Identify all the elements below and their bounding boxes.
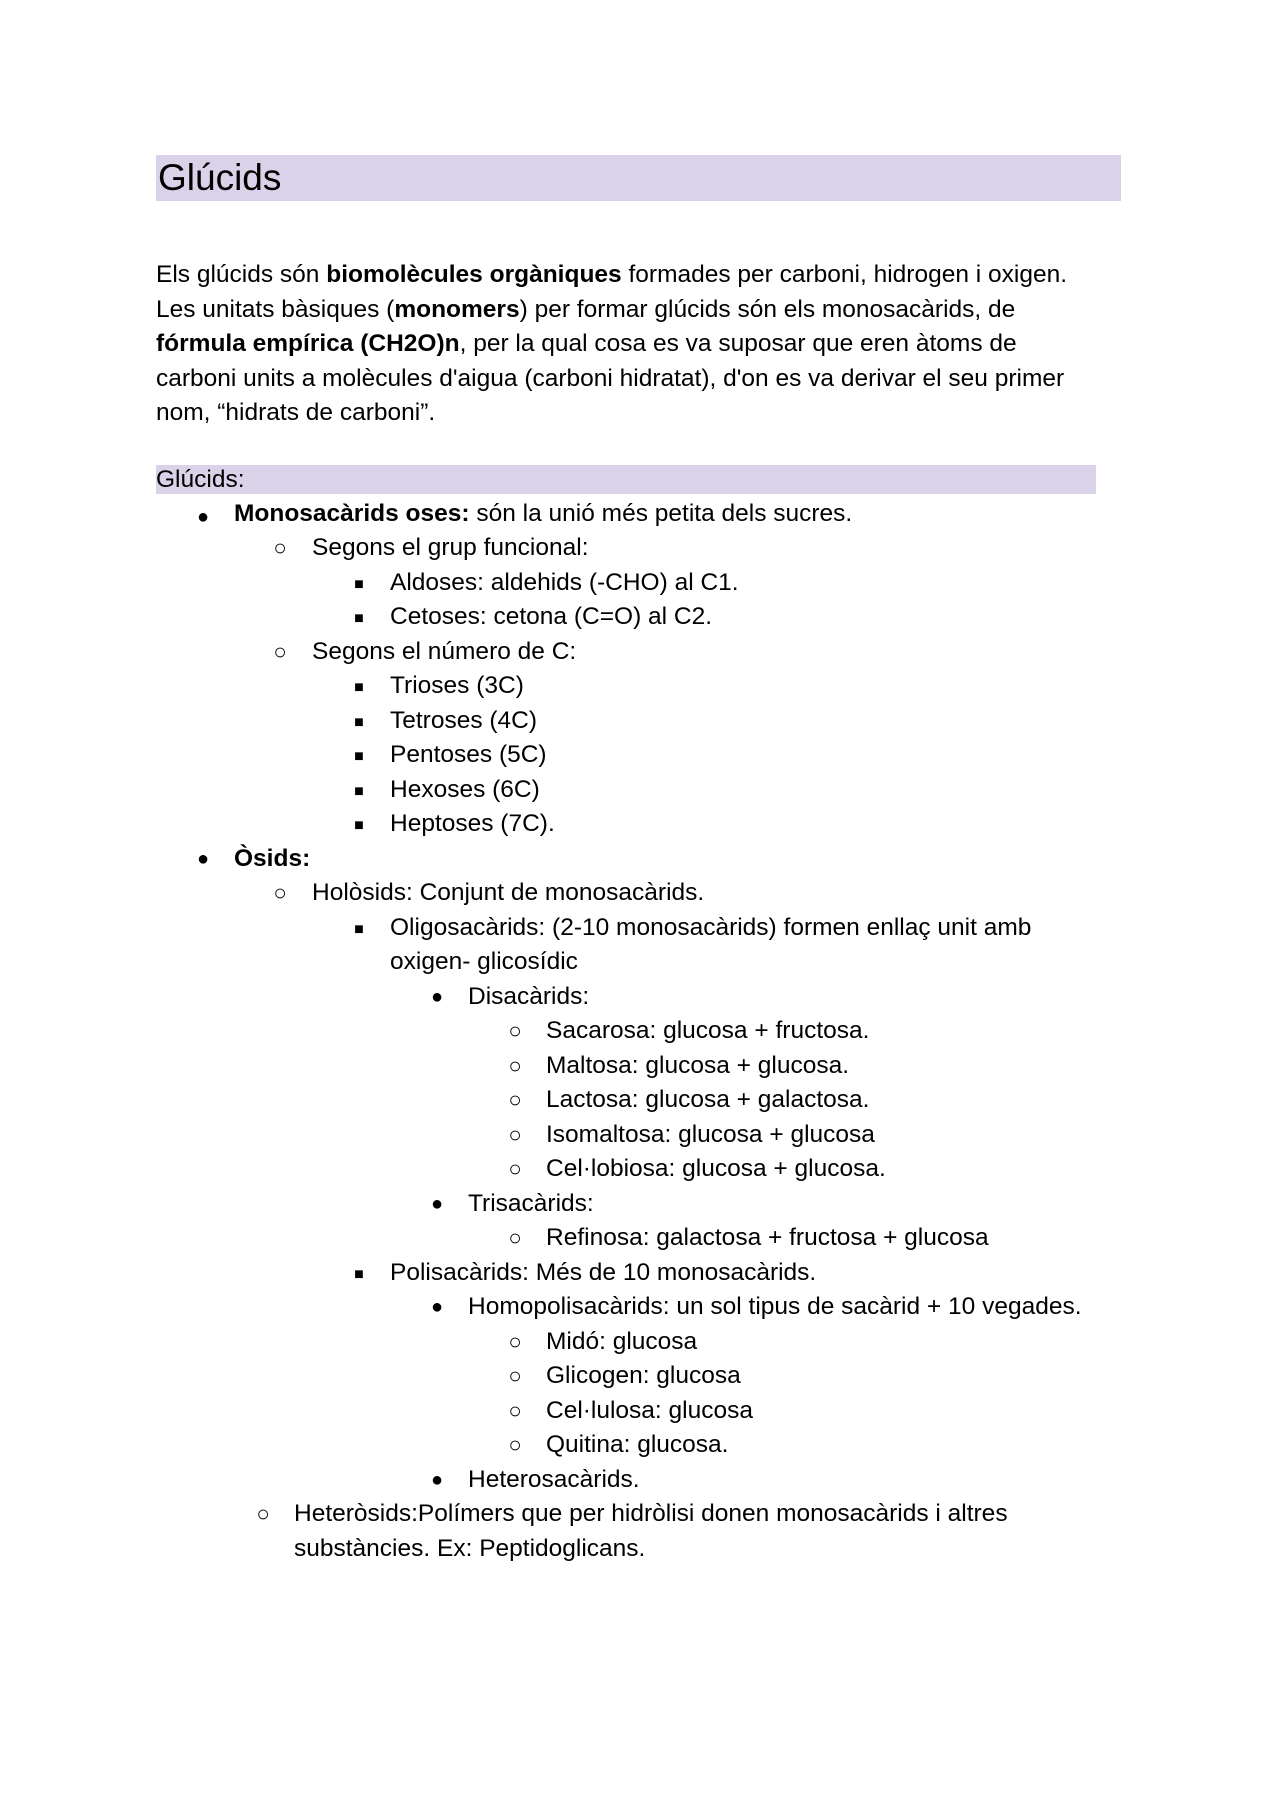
bullet-disc-icon xyxy=(422,980,452,1015)
list-item-oligosacarids: Oligosacàrids: (2-10 monosacàrids) formen enllaç unit amb xyxy=(390,914,1032,941)
bullet-circle-icon xyxy=(500,1014,530,1050)
list-item-monosacarids: Monosacàrids oses: són la unió més petita dels sucres. xyxy=(234,500,853,527)
list-item-hexoses: Hexoses (6C) xyxy=(390,776,540,803)
list-item-sacarosa: Sacarosa: glucosa + fructosa. xyxy=(546,1017,870,1044)
list-item-heterosids-cont: substàncies. Ex: Peptidoglicans. xyxy=(294,1535,646,1562)
list-item-aldoses: Aldoses: aldehids (-CHO) al C1. xyxy=(390,569,739,596)
bullet-circle-icon xyxy=(500,1221,530,1257)
list-item-holosids: Holòsids: Conjunt de monosacàrids. xyxy=(312,879,705,906)
bullet-circle-icon xyxy=(265,876,295,912)
bullet-square-icon xyxy=(344,911,374,948)
list-item-disacarids: Disacàrids: xyxy=(468,983,590,1010)
bullet-circle-icon xyxy=(500,1152,530,1188)
list-item-heterosids: Heteròsids:Polímers que per hidròlisi donen monosacàrids i altres xyxy=(294,1500,1008,1527)
list-item-isomaltosa: Isomaltosa: glucosa + glucosa xyxy=(546,1121,875,1148)
list-item-refinosa: Refinosa: galactosa + fructosa + glucosa xyxy=(546,1224,989,1251)
intro-line-2: Les unitats bàsiques (monomers) per formar glúcids són els monosacàrids, de xyxy=(156,295,1016,323)
list-item-grup-funcional: Segons el grup funcional: xyxy=(312,534,589,561)
intro-line-4: carboni units a molècules d'aigua (carboni hidratat), d'on es va derivar el seu primer xyxy=(156,364,1065,392)
bullet-circle-icon xyxy=(500,1325,530,1361)
list-item-oligosacarids-cont: oxigen- glicosídic xyxy=(390,948,578,975)
bullet-circle-icon xyxy=(500,1359,530,1395)
list-item-celobiosa: Cel·lobiosa: glucosa + glucosa. xyxy=(546,1155,886,1182)
bullet-disc-icon xyxy=(188,842,218,877)
list-item-trioses: Trioses (3C) xyxy=(390,672,524,699)
bullet-square-icon xyxy=(344,566,374,603)
list-item-glicogen: Glicogen: glucosa xyxy=(546,1362,741,1389)
bullet-square-icon xyxy=(344,600,374,637)
list-item-osids: Òsids: xyxy=(234,845,311,872)
list-item-lactosa: Lactosa: glucosa + galactosa. xyxy=(546,1086,870,1113)
list-item-homopolisacarids: Homopolisacàrids: un sol tipus de sacàrid + 10 vegades. xyxy=(468,1293,1082,1320)
list-item-numero-c: Segons el número de C: xyxy=(312,638,577,665)
bullet-disc-icon xyxy=(188,500,218,535)
list-item-polisacarids: Polisacàrids: Més de 10 monosacàrids. xyxy=(390,1259,817,1286)
list-item-heptoses: Heptoses (7C). xyxy=(390,810,555,837)
page-title: Glúcids xyxy=(158,157,282,198)
list-item-trisacarids: Trisacàrids: xyxy=(468,1190,594,1217)
list-item-maltosa: Maltosa: glucosa + glucosa. xyxy=(546,1052,850,1079)
bullet-circle-icon xyxy=(500,1428,530,1464)
list-item-cellulosa: Cel·lulosa: glucosa xyxy=(546,1397,753,1424)
list-item-heterosacarids: Heterosacàrids. xyxy=(468,1466,640,1493)
bullet-circle-icon xyxy=(500,1083,530,1119)
intro-line-5: nom, “hidrats de carboni”. xyxy=(156,399,436,426)
section-highlight xyxy=(156,465,1096,494)
bullet-circle-icon xyxy=(500,1049,530,1085)
bullet-square-icon xyxy=(344,704,374,741)
bullet-circle-icon xyxy=(265,635,295,671)
list-item-mido: Midó: glucosa xyxy=(546,1328,698,1355)
bullet-square-icon xyxy=(344,738,374,775)
title-highlight xyxy=(156,155,1121,201)
bullet-disc-icon xyxy=(422,1290,452,1325)
bullet-square-icon xyxy=(344,807,374,844)
list-item-pentoses: Pentoses (5C) xyxy=(390,741,547,768)
bullet-square-icon xyxy=(344,669,374,706)
list-item-tetroses: Tetroses (4C) xyxy=(390,707,538,734)
intro-line-1: Els glúcids són biomolècules orgàniques formades per carboni, hidrogen i oxigen. xyxy=(156,261,1068,288)
bullet-disc-icon xyxy=(422,1187,452,1222)
list-item-cetoses: Cetoses: cetona (C=O) al C2. xyxy=(390,603,713,630)
bullet-circle-icon xyxy=(500,1394,530,1430)
bullet-circle-icon xyxy=(500,1118,530,1154)
bullet-square-icon xyxy=(344,1256,374,1293)
bullet-square-icon xyxy=(344,773,374,810)
section-title: Glúcids: xyxy=(156,466,245,493)
bullet-circle-icon xyxy=(248,1497,278,1533)
intro-line-3: fórmula empírica (CH2O)n, per la qual cosa es va suposar que eren àtoms de xyxy=(156,330,1017,357)
bullet-disc-icon xyxy=(422,1463,452,1498)
intro-paragraph xyxy=(156,258,1136,431)
list-item-quitina: Quitina: glucosa. xyxy=(546,1431,729,1458)
bullet-circle-icon xyxy=(265,531,295,567)
